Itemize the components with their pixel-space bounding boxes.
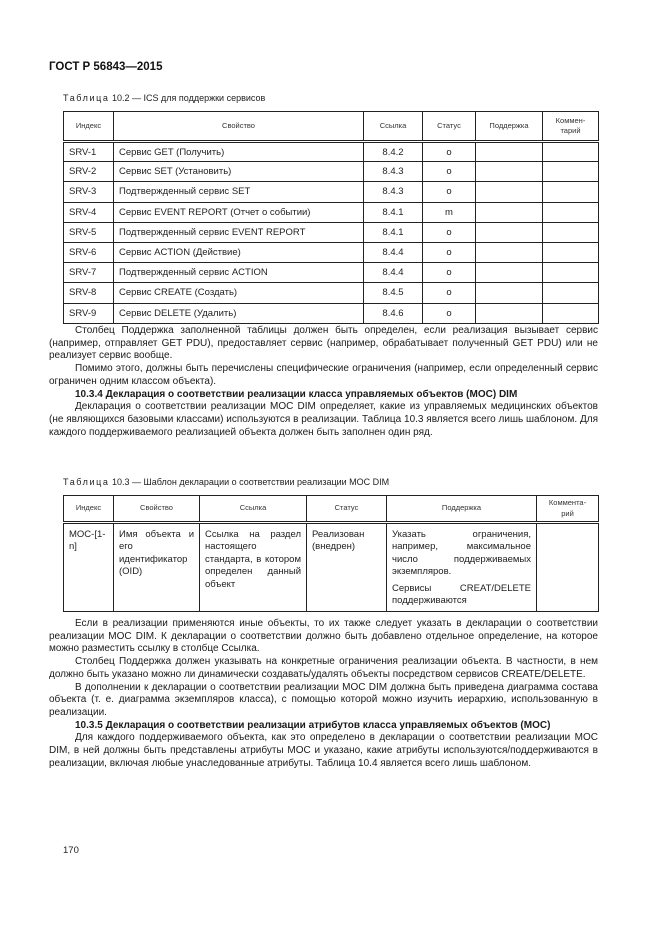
section-heading-10-3-5: 10.3.5 Декларация о соответствии реализации атрибутов класса управляемых объектов (МОС)	[75, 719, 551, 731]
cell-comment	[543, 242, 599, 262]
cell-comment	[537, 523, 599, 612]
cell-ref: 8.4.2	[364, 142, 423, 162]
cell-property: Подтвержденный сервис ACTION	[114, 263, 364, 283]
cell-property: Имя объекта и его идентификатор (OID)	[114, 523, 200, 612]
table-row	[64, 182, 599, 202]
paragraph: В дополнении к декларации о соответствии реализации МОС DIM должна быть приведена диаграмма состава объекта (т. е. диаграмма экземпляров класса), с помощью которой можно изучить иерархию, использованную в реализации.	[49, 681, 598, 718]
cell-comment	[543, 222, 599, 242]
cell-property: Подтвержденный сервис SET	[114, 182, 364, 202]
section-b-text	[49, 618, 598, 770]
paragraph: Столбец Поддержка должен указывать на конкретные ограничения реализации объекта. В частности, в нем должно быть указано можно ли динамически создавать/удалять объекты посредством сервисов CREATE/DELETE.	[49, 656, 598, 680]
cell-support	[476, 162, 543, 182]
table-10-3-moc-dim-template	[63, 495, 599, 612]
col-header-ref: Ссылка	[200, 496, 307, 523]
support-text-2: Сервисы CREAT/DELETE поддерживаются	[392, 582, 531, 607]
table-row	[64, 283, 599, 303]
cell-index: SRV-1	[64, 142, 114, 162]
col-header-status: Статус	[423, 112, 476, 142]
paragraph: Помимо этого, должны быть перечислены специфические ограничения (например, если определенный сервис ограничен одним классом объекта).	[49, 363, 598, 387]
cell-comment	[543, 263, 599, 283]
caption-prefix: Таблица	[63, 477, 110, 487]
col-header-index: Индекс	[64, 112, 114, 142]
cell-status: o	[423, 182, 476, 202]
page-number: 170	[63, 845, 79, 856]
cell-support	[476, 142, 543, 162]
section-a-text	[49, 325, 598, 439]
cell-index: SRV-3	[64, 182, 114, 202]
paragraph: Декларация о соответствии реализации МОС DIM определяет, какие из управляемых медицинских объектов (не являющихся базовыми классами) используются в реализации. Таблица 10.3 является всего лишь шаблоном. Для каждого поддерживаемого реализацией объекта должен быть заполнен один ряд.	[49, 401, 598, 438]
cell-index: SRV-4	[64, 202, 114, 222]
col-header-comment: Коммента- рий	[537, 496, 599, 523]
cell-status: o	[423, 263, 476, 283]
col-header-status: Статус	[307, 496, 387, 523]
cell-ref: 8.4.3	[364, 182, 423, 202]
cell-property: Подтвержденный сервис EVENT REPORT	[114, 222, 364, 242]
cell-index: SRV-7	[64, 263, 114, 283]
col-header-support: Поддержка	[476, 112, 543, 142]
col-header-property: Свойство	[114, 112, 364, 142]
table-row	[64, 523, 599, 612]
cell-index: SRV-5	[64, 222, 114, 242]
table-10-2-ics-services	[63, 111, 599, 324]
cell-comment	[543, 162, 599, 182]
cell-support	[476, 242, 543, 262]
table-row	[64, 202, 599, 222]
cell-status: Реализован (внедрен)	[307, 523, 387, 612]
cell-ref: 8.4.5	[364, 283, 423, 303]
table-row	[64, 303, 599, 323]
table-row	[64, 162, 599, 182]
col-header-property: Свойство	[114, 496, 200, 523]
cell-comment	[543, 182, 599, 202]
cell-status: o	[423, 303, 476, 323]
cell-comment	[543, 142, 599, 162]
table-header-row	[64, 112, 599, 142]
cell-comment	[543, 303, 599, 323]
cell-support	[476, 182, 543, 202]
cell-comment	[543, 283, 599, 303]
cell-index: SRV-8	[64, 283, 114, 303]
cell-ref: 8.4.6	[364, 303, 423, 323]
cell-ref: 8.4.3	[364, 162, 423, 182]
cell-property: Сервис CREATE (Создать)	[114, 283, 364, 303]
section-heading-10-3-4: 10.3.4 Декларация о соответствии реализации класса управляемых объектов (МОС) DIM	[75, 388, 518, 400]
cell-status: o	[423, 242, 476, 262]
table-row	[64, 222, 599, 242]
col-header-ref: Ссылка	[364, 112, 423, 142]
cell-index: МОС-[1-n]	[64, 523, 114, 612]
cell-index: SRV-9	[64, 303, 114, 323]
cell-property: Сервис SET (Установить)	[114, 162, 364, 182]
cell-property: Сервис EVENT REPORT (Отчет о событии)	[114, 202, 364, 222]
table-10-3-caption	[63, 477, 389, 487]
cell-property: Сервис DELETE (Удалить)	[114, 303, 364, 323]
col-header-comment: Коммен- тарий	[543, 112, 599, 142]
caption-text: 10.3 — Шаблон декларации о соответствии реализации МОС DIM	[109, 477, 390, 487]
cell-support	[476, 222, 543, 242]
cell-support	[476, 202, 543, 222]
table-row	[64, 142, 599, 162]
cell-property: Сервис GET (Получить)	[114, 142, 364, 162]
cell-status: o	[423, 283, 476, 303]
cell-ref: 8.4.4	[364, 242, 423, 262]
cell-support	[387, 523, 537, 612]
table-10-2-caption	[63, 93, 265, 103]
support-text-1: Указать ограничения, например, максимальное число поддерживаемых экземпляров.	[392, 529, 531, 578]
cell-support	[476, 283, 543, 303]
col-header-support: Поддержка	[387, 496, 537, 523]
cell-status: o	[423, 222, 476, 242]
cell-ref: 8.4.4	[364, 263, 423, 283]
cell-status: m	[423, 202, 476, 222]
cell-comment	[543, 202, 599, 222]
table-header-row	[64, 496, 599, 523]
paragraph: Для каждого поддерживаемого объекта, как это определено в декларации о соответствии реализации МОС DIM, в ней должны быть представлены атрибуты МОС и указано, какие атрибуты используются/поддерживаются в реализации, включая любые унаследованные атрибуты. Таблица 10.4 является всего лишь шаблоном.	[49, 732, 598, 769]
table-row	[64, 242, 599, 262]
cell-ref: 8.4.1	[364, 222, 423, 242]
cell-status: o	[423, 162, 476, 182]
cell-ref: 8.4.1	[364, 202, 423, 222]
paragraph: Если в реализации применяются иные объекты, то их также следует указать в декларации о соответствии реализации МОС DIM. К декларации о соответствии должно быть добавлено отдельное определение, на которое можно разместить ссылку в столбце Ссылка.	[49, 618, 598, 655]
cell-index: SRV-2	[64, 162, 114, 182]
cell-index: SRV-6	[64, 242, 114, 262]
caption-text: 10.2 — ICS для поддержки сервисов	[109, 93, 266, 103]
cell-support	[476, 303, 543, 323]
paragraph: Столбец Поддержка заполненной таблицы должен быть определен, если реализация вызывает сервис (например, отправляет GET PDU), предоставляет сервис (например, обрабатывает полученный GET PDU) или не реализует сервис вообще.	[49, 325, 598, 362]
caption-prefix: Таблица	[63, 93, 110, 103]
cell-status: o	[423, 142, 476, 162]
cell-support	[476, 263, 543, 283]
document-standard-header: ГОСТ Р 56843—2015	[49, 61, 163, 73]
cell-ref: Ссылка на раздел настоящего стандарта, в котором определен данный объект	[200, 523, 307, 612]
table-row	[64, 263, 599, 283]
col-header-index: Индекс	[64, 496, 114, 523]
cell-property: Сервис ACTION (Действие)	[114, 242, 364, 262]
